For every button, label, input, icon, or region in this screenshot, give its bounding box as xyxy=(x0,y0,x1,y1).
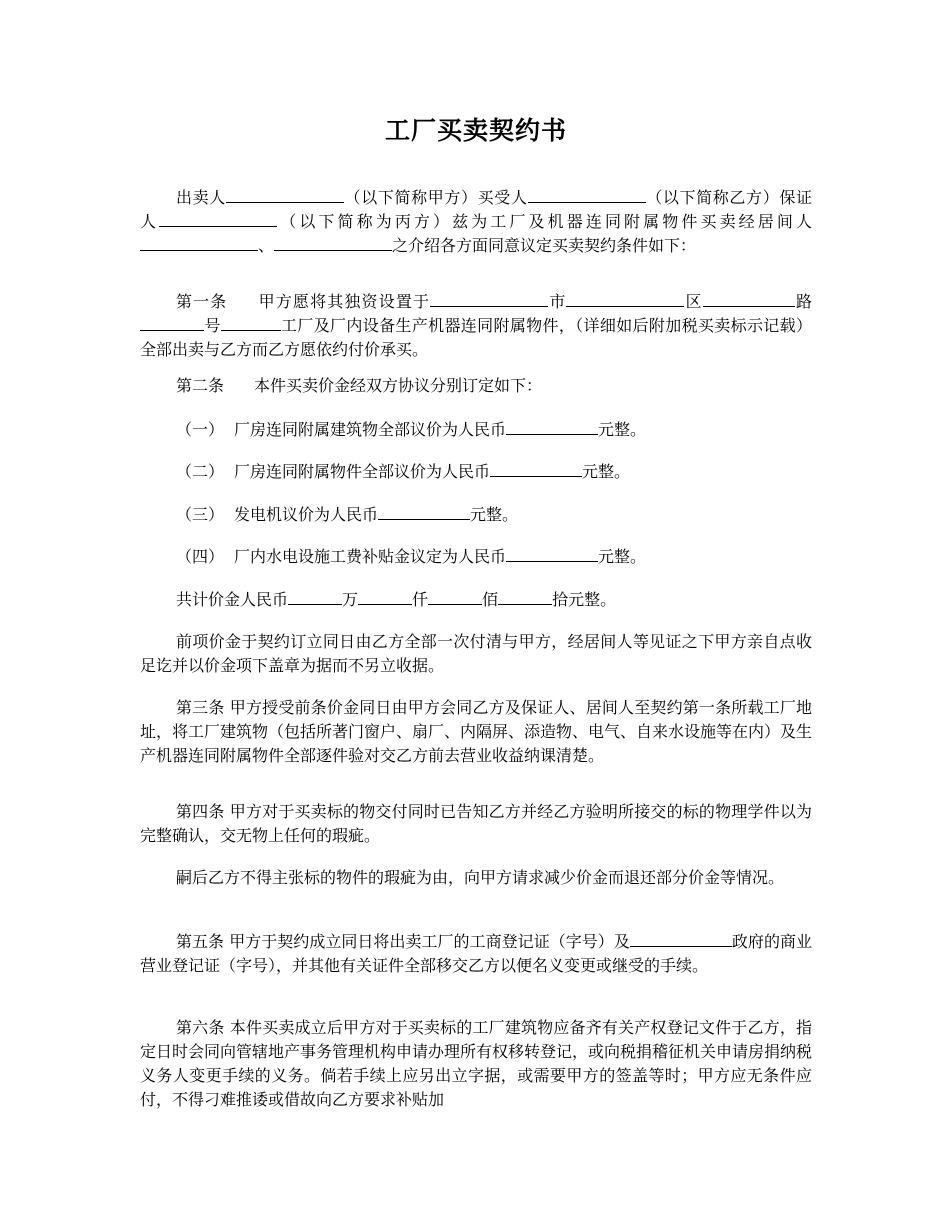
price-item-2 xyxy=(140,460,812,484)
total-text: 仟 xyxy=(412,590,429,609)
guarantor-blank xyxy=(159,210,277,227)
item-unit: 元整。 xyxy=(582,462,631,481)
bai-blank xyxy=(428,588,482,605)
intro-paragraph xyxy=(140,186,812,258)
article-2 xyxy=(140,374,812,398)
price-blank xyxy=(378,503,470,520)
shi-blank xyxy=(498,588,552,605)
article-text: 区 xyxy=(684,292,703,311)
item-unit: 元整。 xyxy=(470,505,519,524)
article-label: 第二条 xyxy=(176,376,225,395)
total-text: 拾元整。 xyxy=(552,590,617,609)
registration-blank xyxy=(630,930,732,947)
article-text: 政府的商业营业登记证（字号），并其他有关证件全部移交乙方以便名义变更或继受的手续。 xyxy=(140,932,812,975)
broker2-blank xyxy=(274,234,392,251)
article-3: 第三条 甲方授受前条价金同日由甲方会同乙方及保证人、居间人至契约第一条所载工厂地址，将工厂建筑物（包括所著门窗户、扇厂、内隔屏、添造物、电气、自来水设施等在内）及生产机器连同附属物件全部逐件验对交乙方前去营业收益纳课清楚。 xyxy=(140,698,813,765)
city-blank xyxy=(566,290,684,307)
road-blank xyxy=(140,314,204,331)
qian-blank xyxy=(358,588,412,605)
district-blank xyxy=(703,290,795,307)
broker1-blank xyxy=(140,234,258,251)
seller-blank xyxy=(226,186,344,203)
price-blank xyxy=(506,545,598,562)
price-blank xyxy=(490,460,582,477)
article-5 xyxy=(140,930,812,978)
article-label: 第一条 xyxy=(176,292,228,311)
item-text: 发电机议价为人民币 xyxy=(234,505,379,524)
price-item-3 xyxy=(140,503,812,527)
intro-text: （以下简称甲方）买受人 xyxy=(343,188,528,207)
price-total xyxy=(140,588,812,612)
item-unit: 元整。 xyxy=(598,420,647,439)
total-text: 佰 xyxy=(482,590,499,609)
item-number: （二） xyxy=(176,462,225,481)
wan-blank xyxy=(288,588,342,605)
article-text: 路 xyxy=(794,292,812,311)
location-blank xyxy=(430,290,548,307)
intro-text: （以下简称乙方）保证人 xyxy=(140,188,812,231)
article-text: 本件买卖价金经双方协议分别订定如下： xyxy=(254,376,543,395)
article-text: 市 xyxy=(548,292,567,311)
item-number: （一） xyxy=(176,420,225,439)
price-item-1 xyxy=(140,418,812,442)
article-text: 甲方愿将其独资设置于 xyxy=(257,292,431,311)
document-title: 工厂买卖契约书 xyxy=(384,116,567,145)
article-4-followup: 嗣后乙方不得主张标的物件的瑕疵为由，向甲方请求减少价金而退还部分价金等情况。 xyxy=(176,868,785,887)
article-text: 工厂及厂内设备生产机器连同附属物件，（详细如后附加税买卖标示记载）全部出卖与乙方而乙方愿依约付价承买。 xyxy=(140,316,812,359)
item-number: （四） xyxy=(176,547,225,566)
item-unit: 元整。 xyxy=(598,547,647,566)
article-text: 号 xyxy=(204,316,221,335)
number-blank xyxy=(221,314,281,331)
payment-paragraph: 前项价金于契约订立同日由乙方全部一次付清与甲方，经居间人等见证之下甲方亲自点收足讫并以价金项下盖章为据而不另立收据。 xyxy=(140,632,812,675)
price-item-4 xyxy=(140,545,812,569)
item-text: 厂房连同附属物件全部议价为人民币 xyxy=(234,462,491,481)
intro-text: （以下简称为丙方）兹为工厂及机器连同附属物件买卖经居间人 xyxy=(277,212,812,231)
intro-text: 出卖人 xyxy=(176,188,226,207)
total-text: 共计价金人民币 xyxy=(176,590,289,609)
item-text: 厂房连同附属建筑物全部议价为人民币 xyxy=(234,420,507,439)
article-6: 第六条 本件买卖成立后甲方对于买卖标的工厂建筑物应备齐有关产权登记文件于乙方，指定日时会同向管辖地产事务管理机构申请办理所有权移转登记，或向税捐稽征机关申请房捐纳税义务人变更手续的义务。倘若手续上应另出立字据，或需要甲方的签盖等时；甲方应无条件应付，不得刁难推诿或借故向乙方要求补贴加 xyxy=(140,1018,813,1109)
article-4: 第四条 甲方对于买卖标的物交付同时已告知乙方并经乙方验明所接交的标的物理学件以为完整确认，交无物上任何的瑕疵。 xyxy=(140,802,812,845)
intro-text: 、 xyxy=(258,236,275,255)
buyer-blank xyxy=(528,186,646,203)
price-blank xyxy=(506,418,598,435)
article-text: 第五条 甲方于契约成立同日将出卖工厂的工商登记证（字号）及 xyxy=(176,932,630,951)
article-1 xyxy=(140,290,812,362)
item-number: （三） xyxy=(176,505,225,524)
intro-text: 之介绍各方面同意议定买卖契约条件如下： xyxy=(392,236,697,255)
item-text: 厂内水电设施工费补贴金议定为人民币 xyxy=(234,547,507,566)
total-text: 万 xyxy=(342,590,359,609)
